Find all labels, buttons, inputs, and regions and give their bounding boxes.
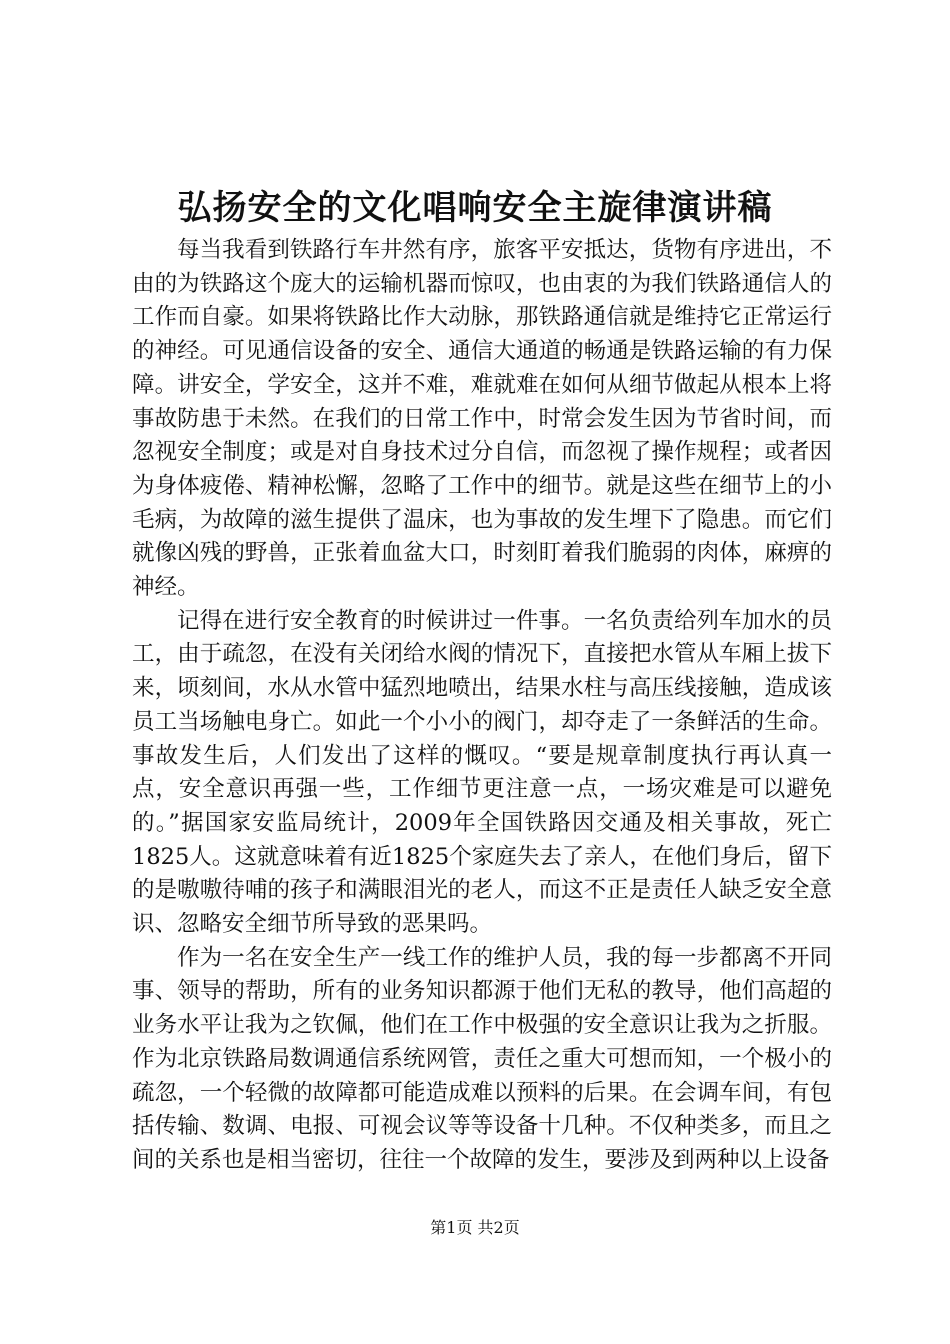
document-title: 弘扬安全的文化唱响安全主旋律演讲稿 [177, 188, 773, 228]
paragraph-3: 作为一名在安全生产一线工作的维护人员，我的每一步都离不开同事、领导的帮助，所有的业务知识都源于他们无私的教导，他们高超的业务水平让我为之钦佩，他们在工作中极强的安全意识让我为之折服。作为北京铁路局数调通信系统网管，责任之重大可想而知，一个极小的疏忽，一个轻微的故障都可能造成难以预料的后果。在会调车间，有包括传输、数调、电报、可视会议等等设备十几种。不仅种类多，而且之间的关系也是相当密切，往往一个故障的发生，要涉及到两种以上设备 [132, 944, 832, 1173]
page-footer: 第1页 共2页 [430, 1218, 520, 1237]
paragraph-1: 每当我看到铁路行车井然有序，旅客平安抵达，货物有序进出，不由的为铁路这个庞大的运输机器而惊叹，也由衷的为我们铁路通信人的工作而自豪。如果将铁路比作大动脉，那铁路通信就是维持它正常运行的神经。可见通信设备的安全、通信大通道的畅通是铁路运输的有力保障。讲安全，学安全，这并不难，难就难在如何从细节做起从根本上将事故防患于未然。在我们的日常工作中，时常会发生因为节省时间，而忽视安全制度；或是对自身技术过分自信，而忽视了操作规程；或者因为身体疲倦、精神松懈，忽略了工作中的细节。就是这些在细节上的小毛病，为故障的滋生提供了温床，也为事故的发生埋下了隐患。而它们就像凶残的野兽，正张着血盆大口，时刻盯着我们脆弱的肉体，麻痹的神经。 [132, 237, 832, 601]
document-body [132, 234, 832, 1178]
paragraph-2: 记得在进行安全教育的时候讲过一件事。一名负责给列车加水的员工，由于疏忽，在没有关闭给水阀的情况下，直接把水管从车厢上拔下来，顷刻间，水从水管中猛烈地喷出，结果水柱与高压线接触，造成该员工当场触电身亡。如此一个小小的阀门，却夺走了一条鲜活的生命。事故发生后，人们发出了这样的慨叹。“要是规章制度执行再认真一点，安全意识再强一些，工作细节更注意一点，一场灾难是可以避免的。”据国家安监局统计，2009年全国铁路因交通及相关事故，死亡1825人。这就意味着有近1825个家庭失去了亲人，在他们身后，留下的是嗷嗷待哺的孩子和满眼泪光的老人，而这不正是责任人缺乏安全意识、忽略安全细节所导致的恶果吗。 [132, 607, 832, 938]
